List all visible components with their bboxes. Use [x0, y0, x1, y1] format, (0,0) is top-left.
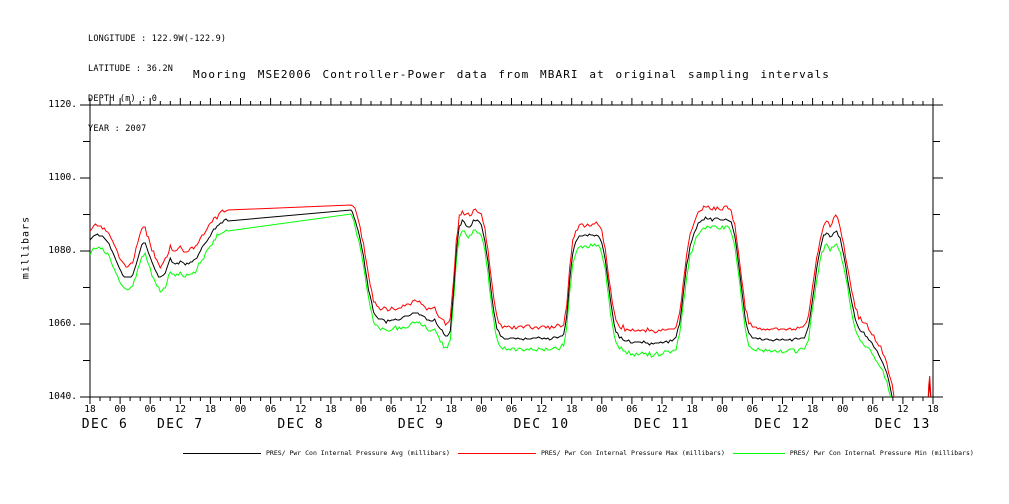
- legend-item-avg: [183, 449, 450, 457]
- legend-label-max: PRES/ Pwr Con Internal Pressure Max (millibars): [540, 449, 725, 457]
- x-tick-label: 12: [535, 404, 548, 415]
- date-label: DEC 7: [156, 417, 204, 432]
- date-label: DEC 9: [397, 417, 445, 432]
- legend-label-min: PRES/ Pwr Con Internal Pressure Min (millibars): [789, 449, 974, 457]
- x-tick-label: 00: [716, 404, 728, 415]
- x-tick-label: 06: [867, 404, 879, 415]
- legend-item-max: [458, 449, 725, 457]
- metadata-year: YEAR : 2007: [88, 124, 147, 134]
- x-tick-label: 18: [565, 404, 578, 415]
- series-line-0: [90, 210, 932, 419]
- x-tick-label: 12: [415, 404, 427, 415]
- y-tick-label: 1100.: [48, 172, 77, 183]
- x-tick-label: 18: [686, 404, 698, 415]
- y-tick-label: 1120.: [48, 99, 77, 110]
- legend-label-avg: PRES/ Pwr Con Internal Pressure Avg (millibars): [266, 449, 450, 457]
- x-tick-label: 12: [174, 404, 187, 415]
- date-label: DEC 12: [754, 417, 811, 432]
- x-tick-label: 18: [806, 404, 819, 415]
- x-tick-label: 12: [897, 404, 909, 415]
- date-label: DEC 8: [277, 417, 325, 432]
- metadata-latitude: LATITUDE : 36.2N: [88, 64, 174, 74]
- legend-item-min: [733, 449, 974, 457]
- metadata-depth: DEPTH (m) : 0: [88, 94, 158, 104]
- x-tick-label: 06: [264, 404, 277, 415]
- x-tick-label: 06: [505, 404, 518, 415]
- x-tick-label: 18: [84, 404, 96, 415]
- y-tick-label: 1040.: [48, 391, 77, 402]
- x-tick-label: 00: [355, 404, 367, 415]
- y-axis-title: millibars: [20, 215, 32, 280]
- x-tick-label: 12: [295, 404, 307, 415]
- x-tick-label: 18: [325, 404, 337, 415]
- x-tick-label: 06: [144, 404, 156, 415]
- x-tick-label: 00: [836, 404, 849, 415]
- y-tick-label: 1060.: [48, 318, 77, 329]
- x-tick-label: 12: [776, 404, 789, 415]
- chart-title: Mooring MSE2006 Controller-Power data from MBARI at original sampling intervals: [192, 68, 831, 81]
- x-tick-label: 18: [445, 404, 457, 415]
- avg-line-swatch: [183, 453, 261, 454]
- x-tick-label: 18: [927, 404, 939, 415]
- series-line-2: [90, 214, 932, 427]
- max-line-swatch: [458, 453, 536, 454]
- metadata-longitude: LONGITUDE : 122.9W(-122.9): [88, 34, 227, 44]
- x-tick-label: 06: [746, 404, 759, 415]
- x-tick-label: 00: [234, 404, 247, 415]
- min-line-swatch: [733, 453, 785, 454]
- legend: [183, 449, 989, 457]
- x-tick-label: 06: [385, 404, 397, 415]
- y-tick-label: 1080.: [48, 245, 77, 256]
- date-label: DEC 11: [634, 417, 691, 432]
- x-tick-label: 18: [204, 404, 217, 415]
- x-tick-label: 06: [626, 404, 638, 415]
- x-tick-label: 00: [596, 404, 608, 415]
- date-label: DEC 13: [874, 417, 931, 432]
- date-label: DEC 10: [513, 417, 570, 432]
- x-tick-label: 00: [114, 404, 126, 415]
- x-tick-label: 00: [475, 404, 488, 415]
- date-label: DEC 6: [81, 417, 129, 432]
- x-tick-label: 12: [656, 404, 668, 415]
